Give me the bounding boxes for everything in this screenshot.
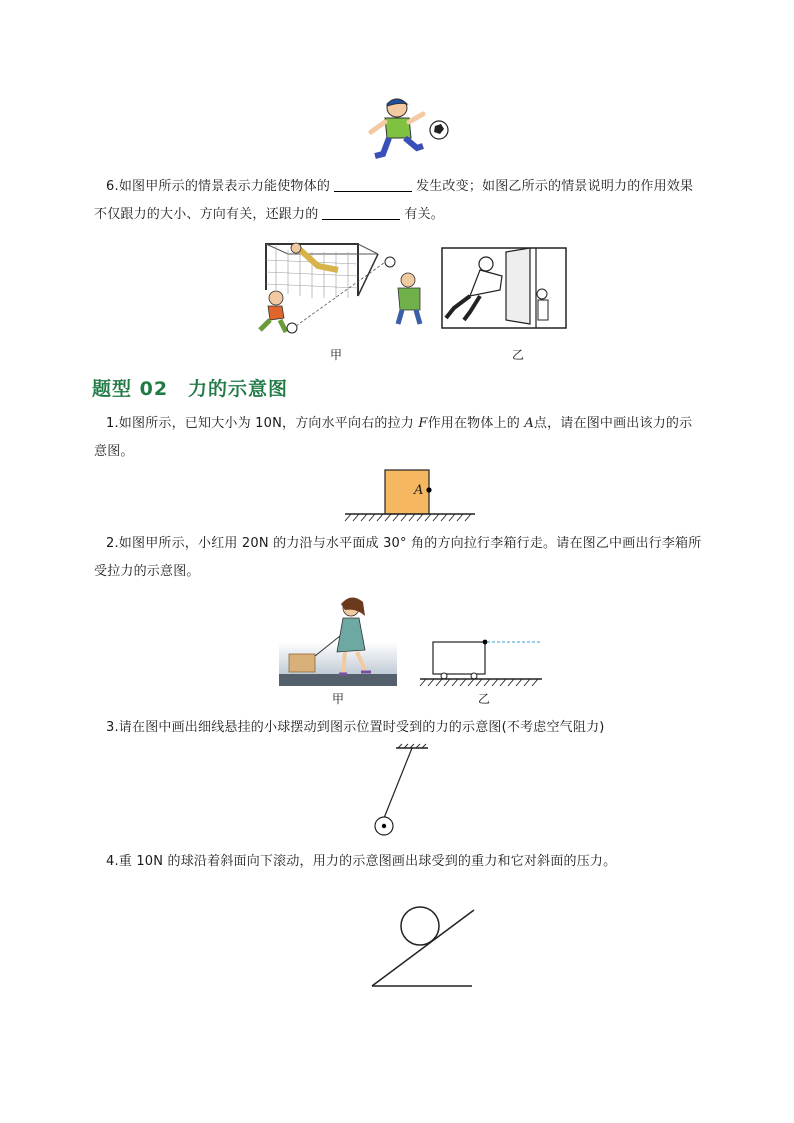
p1-text-c: 点，请在图中画出该力的示	[533, 416, 693, 431]
q6-text-line2a: 不仅跟力的大小、方向有关，还跟力的	[94, 207, 319, 222]
q6-line-1	[106, 173, 693, 201]
p2-caption-yi: 乙	[478, 692, 491, 706]
incline-ball-figure	[370, 900, 476, 990]
q6-text-line2b: 有关。	[404, 207, 445, 222]
p1-text-a: 1.如图所示，已知大小为 10N，方向水平向右的拉力	[106, 416, 419, 431]
girl-suitcase-figure	[279, 592, 397, 688]
p1-line-2: 意图。	[94, 444, 134, 459]
p1-line-1	[106, 410, 692, 438]
q6-number: 6.	[106, 179, 119, 194]
pendulum-figure	[366, 744, 430, 840]
q6-line-2	[94, 201, 444, 229]
q6-text-part2: 发生改变；如图乙所示的情景说明力的作用效果	[416, 179, 694, 194]
p2-caption-jia: 甲	[332, 692, 345, 706]
p1-box-label: A	[414, 483, 424, 498]
p3-text: 3.请在图中画出细线悬挂的小球摆动到图示位置时受到的力的示意图(不考虑空气阻力)	[106, 720, 605, 735]
q6-blank-1[interactable]	[334, 177, 412, 192]
suitcase-diagram-figure	[420, 638, 544, 688]
p2-line-1: 2.如图甲所示，小红用 20N 的力沿与水平面成 30° 角的方向拉行李箱行走。请在图乙中画出行李箱所	[106, 536, 702, 551]
p1-var-A: A	[524, 416, 534, 431]
section-heading: 题型 02 力的示意图	[92, 378, 289, 400]
q6-caption-jia: 甲	[330, 348, 343, 362]
q6-caption-yi: 乙	[512, 348, 525, 362]
p4-text: 4.重 10N 的球沿着斜面向下滚动，用力的示意图画出球受到的重力和它对斜面的压力。	[106, 854, 617, 869]
p2-line-2: 受拉力的示意图。	[94, 564, 200, 579]
boy-kicking-ball-illustration	[365, 96, 455, 168]
q6-blank-2[interactable]	[322, 205, 400, 220]
p1-var-F: F	[418, 416, 428, 431]
pushing-door-figure	[440, 246, 570, 332]
p1-text-b: 作用在物体上的	[427, 416, 525, 431]
q6-text-part1: 如图甲所示的情景表示力能使物体的	[118, 179, 331, 194]
p1-block-figure	[345, 468, 480, 524]
soccer-goal-figure	[248, 240, 438, 340]
